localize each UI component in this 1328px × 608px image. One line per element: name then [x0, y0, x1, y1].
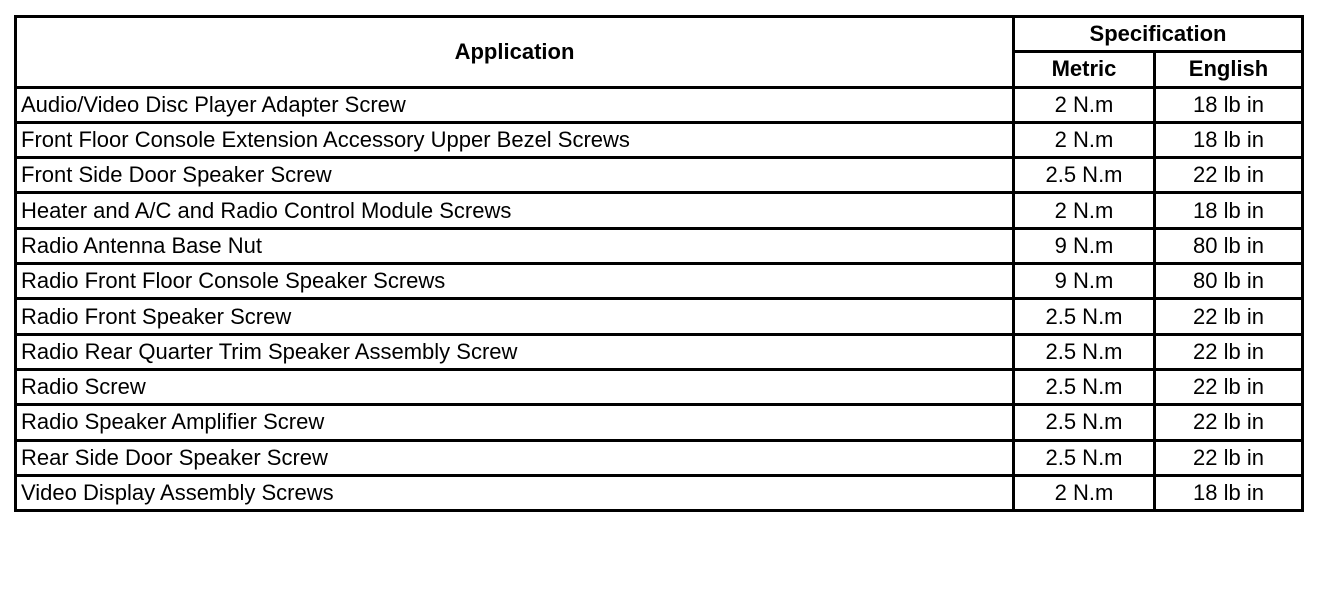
- cell-english: 22 lb in: [1155, 334, 1303, 369]
- table-body: [16, 87, 1303, 511]
- cell-metric: 2 N.m: [1014, 193, 1155, 228]
- cell-english: 22 lb in: [1155, 299, 1303, 334]
- cell-metric: 2.5 N.m: [1014, 405, 1155, 440]
- cell-metric: 2.5 N.m: [1014, 369, 1155, 404]
- table-row: [16, 475, 1303, 510]
- header-row-top: [16, 17, 1303, 52]
- cell-application: Heater and A/C and Radio Control Module Screws: [16, 193, 1014, 228]
- cell-english: 22 lb in: [1155, 158, 1303, 193]
- cell-application: Radio Speaker Amplifier Screw: [16, 405, 1014, 440]
- table-row: [16, 440, 1303, 475]
- cell-application: Radio Antenna Base Nut: [16, 228, 1014, 263]
- cell-metric: 2 N.m: [1014, 87, 1155, 122]
- cell-english: 18 lb in: [1155, 122, 1303, 157]
- cell-application: Radio Screw: [16, 369, 1014, 404]
- cell-english: 80 lb in: [1155, 228, 1303, 263]
- cell-metric: 2 N.m: [1014, 475, 1155, 510]
- header-specification: Specification: [1014, 17, 1303, 52]
- cell-application: Front Side Door Speaker Screw: [16, 158, 1014, 193]
- cell-application: Radio Rear Quarter Trim Speaker Assembly Screw: [16, 334, 1014, 369]
- cell-english: 18 lb in: [1155, 87, 1303, 122]
- cell-application: Rear Side Door Speaker Screw: [16, 440, 1014, 475]
- cell-metric: 2.5 N.m: [1014, 158, 1155, 193]
- cell-metric: 2 N.m: [1014, 122, 1155, 157]
- cell-english: 18 lb in: [1155, 475, 1303, 510]
- cell-metric: 9 N.m: [1014, 264, 1155, 299]
- table-row: [16, 122, 1303, 157]
- table-row: [16, 158, 1303, 193]
- cell-application: Front Floor Console Extension Accessory Upper Bezel Screws: [16, 122, 1014, 157]
- cell-english: 22 lb in: [1155, 405, 1303, 440]
- table-row: [16, 405, 1303, 440]
- cell-application: Radio Front Floor Console Speaker Screws: [16, 264, 1014, 299]
- header-metric: Metric: [1014, 52, 1155, 87]
- table-row: [16, 264, 1303, 299]
- cell-metric: 2.5 N.m: [1014, 440, 1155, 475]
- cell-metric: 9 N.m: [1014, 228, 1155, 263]
- table-row: [16, 369, 1303, 404]
- fastener-specification-table: [14, 15, 1304, 512]
- cell-application: Video Display Assembly Screws: [16, 475, 1014, 510]
- cell-english: 22 lb in: [1155, 369, 1303, 404]
- table-row: [16, 87, 1303, 122]
- table-row: [16, 193, 1303, 228]
- cell-english: 80 lb in: [1155, 264, 1303, 299]
- header-english: English: [1155, 52, 1303, 87]
- cell-metric: 2.5 N.m: [1014, 334, 1155, 369]
- cell-application: Radio Front Speaker Screw: [16, 299, 1014, 334]
- cell-english: 22 lb in: [1155, 440, 1303, 475]
- cell-metric: 2.5 N.m: [1014, 299, 1155, 334]
- header-application: Application: [16, 17, 1014, 88]
- cell-application: Audio/Video Disc Player Adapter Screw: [16, 87, 1014, 122]
- table-row: [16, 334, 1303, 369]
- cell-english: 18 lb in: [1155, 193, 1303, 228]
- table-row: [16, 299, 1303, 334]
- table-row: [16, 228, 1303, 263]
- table-header: [16, 17, 1303, 88]
